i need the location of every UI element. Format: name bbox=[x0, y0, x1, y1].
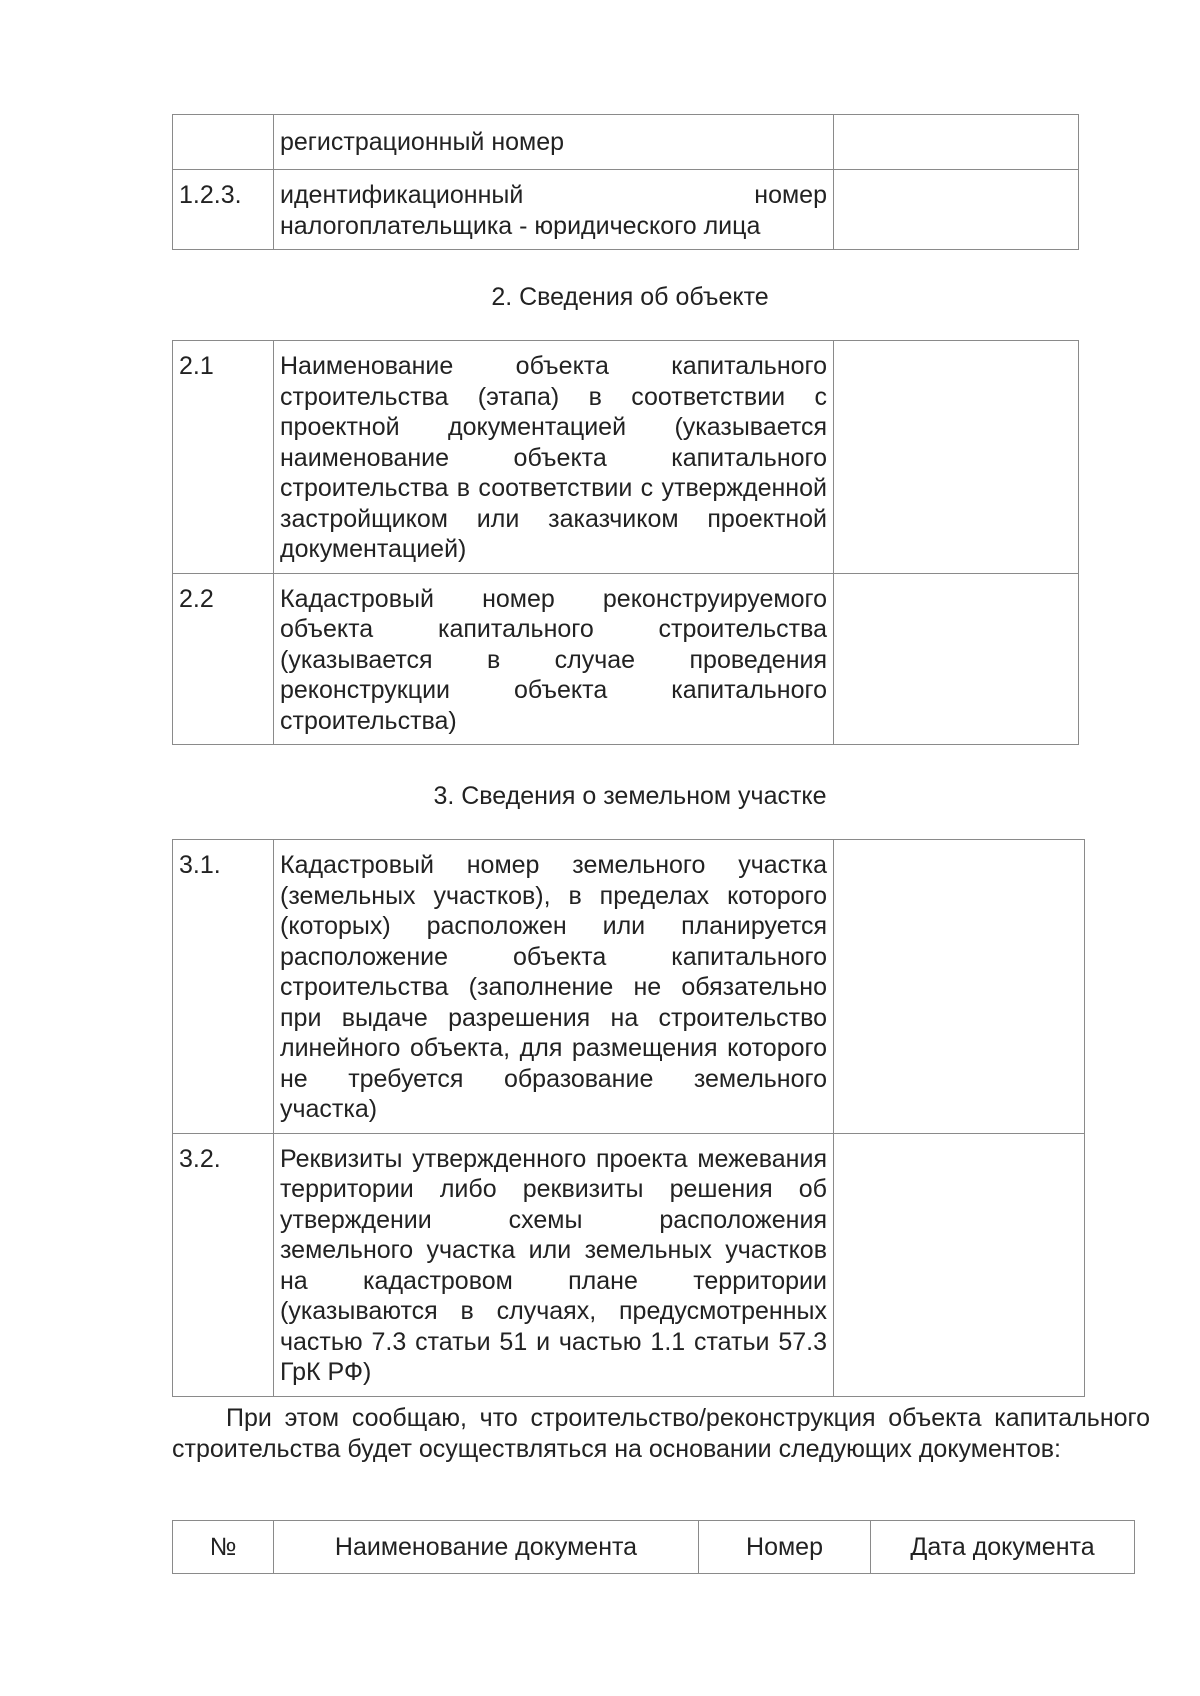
table-row bbox=[173, 840, 1085, 1134]
row-value-cell[interactable] bbox=[834, 115, 1079, 170]
row-description: Кадастровый номер земельного участка (земельных участков), в пределах которого (которых) расположен или планируется расположение объекта капитального строительства (заполнение не обязательно при выдаче разрешения на строительство линейного объекта, для размещения которого не требуется образование земельного участка) bbox=[274, 840, 834, 1134]
row-description: идентификационный номер налогоплательщика - юридического лица bbox=[274, 170, 834, 250]
table-row bbox=[173, 573, 1079, 745]
table-row bbox=[173, 170, 1079, 250]
row-value-cell[interactable] bbox=[834, 170, 1079, 250]
table-header-row bbox=[173, 1521, 1135, 1574]
object-info-table bbox=[172, 340, 1079, 745]
column-header-document-name: Наименование документа bbox=[274, 1521, 699, 1574]
table-row bbox=[173, 115, 1079, 170]
row-description: регистрационный номер bbox=[274, 115, 834, 170]
row-value-cell[interactable] bbox=[834, 341, 1079, 574]
table-row bbox=[173, 341, 1079, 574]
table-row bbox=[173, 1133, 1085, 1396]
row-number: 2.2 bbox=[173, 573, 274, 745]
row-number: 1.2.3. bbox=[173, 170, 274, 250]
row-number bbox=[173, 115, 274, 170]
column-header-document-date: Дата документа bbox=[871, 1521, 1135, 1574]
row-number: 3.1. bbox=[173, 840, 274, 1134]
row-description: Реквизиты утвержденного проекта межевания территории либо реквизиты решения об утверждении схемы расположения земельного участка или земельных участков на кадастровом плане территории (указываются в случаях, предусмотренных частью 7.3 статьи 51 и частью 1.1 статьи 57.3 ГрК РФ) bbox=[274, 1133, 834, 1396]
row-description: Кадастровый номер реконструируемого объекта капитального строительства (указывается в случае проведения реконструкции объекта капитального строительства) bbox=[274, 573, 834, 745]
applicant-info-table bbox=[172, 114, 1079, 250]
row-description: Наименование объекта капитального строительства (этапа) в соответствии с проектной документацией (указывается наименование объекта капитального строительства в соответствии с утвержденной застройщиком или заказчиком проектной документацией) bbox=[274, 341, 834, 574]
column-header-number: № bbox=[173, 1521, 274, 1574]
row-value-cell[interactable] bbox=[834, 573, 1079, 745]
column-header-document-number: Номер bbox=[699, 1521, 871, 1574]
section-2-title: 2. Сведения об объекте bbox=[491, 283, 769, 311]
land-plot-table bbox=[172, 839, 1085, 1397]
documents-table bbox=[172, 1520, 1135, 1574]
row-number: 3.2. bbox=[173, 1133, 274, 1396]
row-number: 2.1 bbox=[173, 341, 274, 574]
row-value-cell[interactable] bbox=[834, 840, 1085, 1134]
statement-paragraph: При этом сообщаю, что строительство/реконструкция объекта капитального строительства будет осуществляться на основании следующих документов: bbox=[172, 1404, 1150, 1463]
section-3-title: 3. Сведения о земельном участке bbox=[433, 782, 827, 810]
row-value-cell[interactable] bbox=[834, 1133, 1085, 1396]
